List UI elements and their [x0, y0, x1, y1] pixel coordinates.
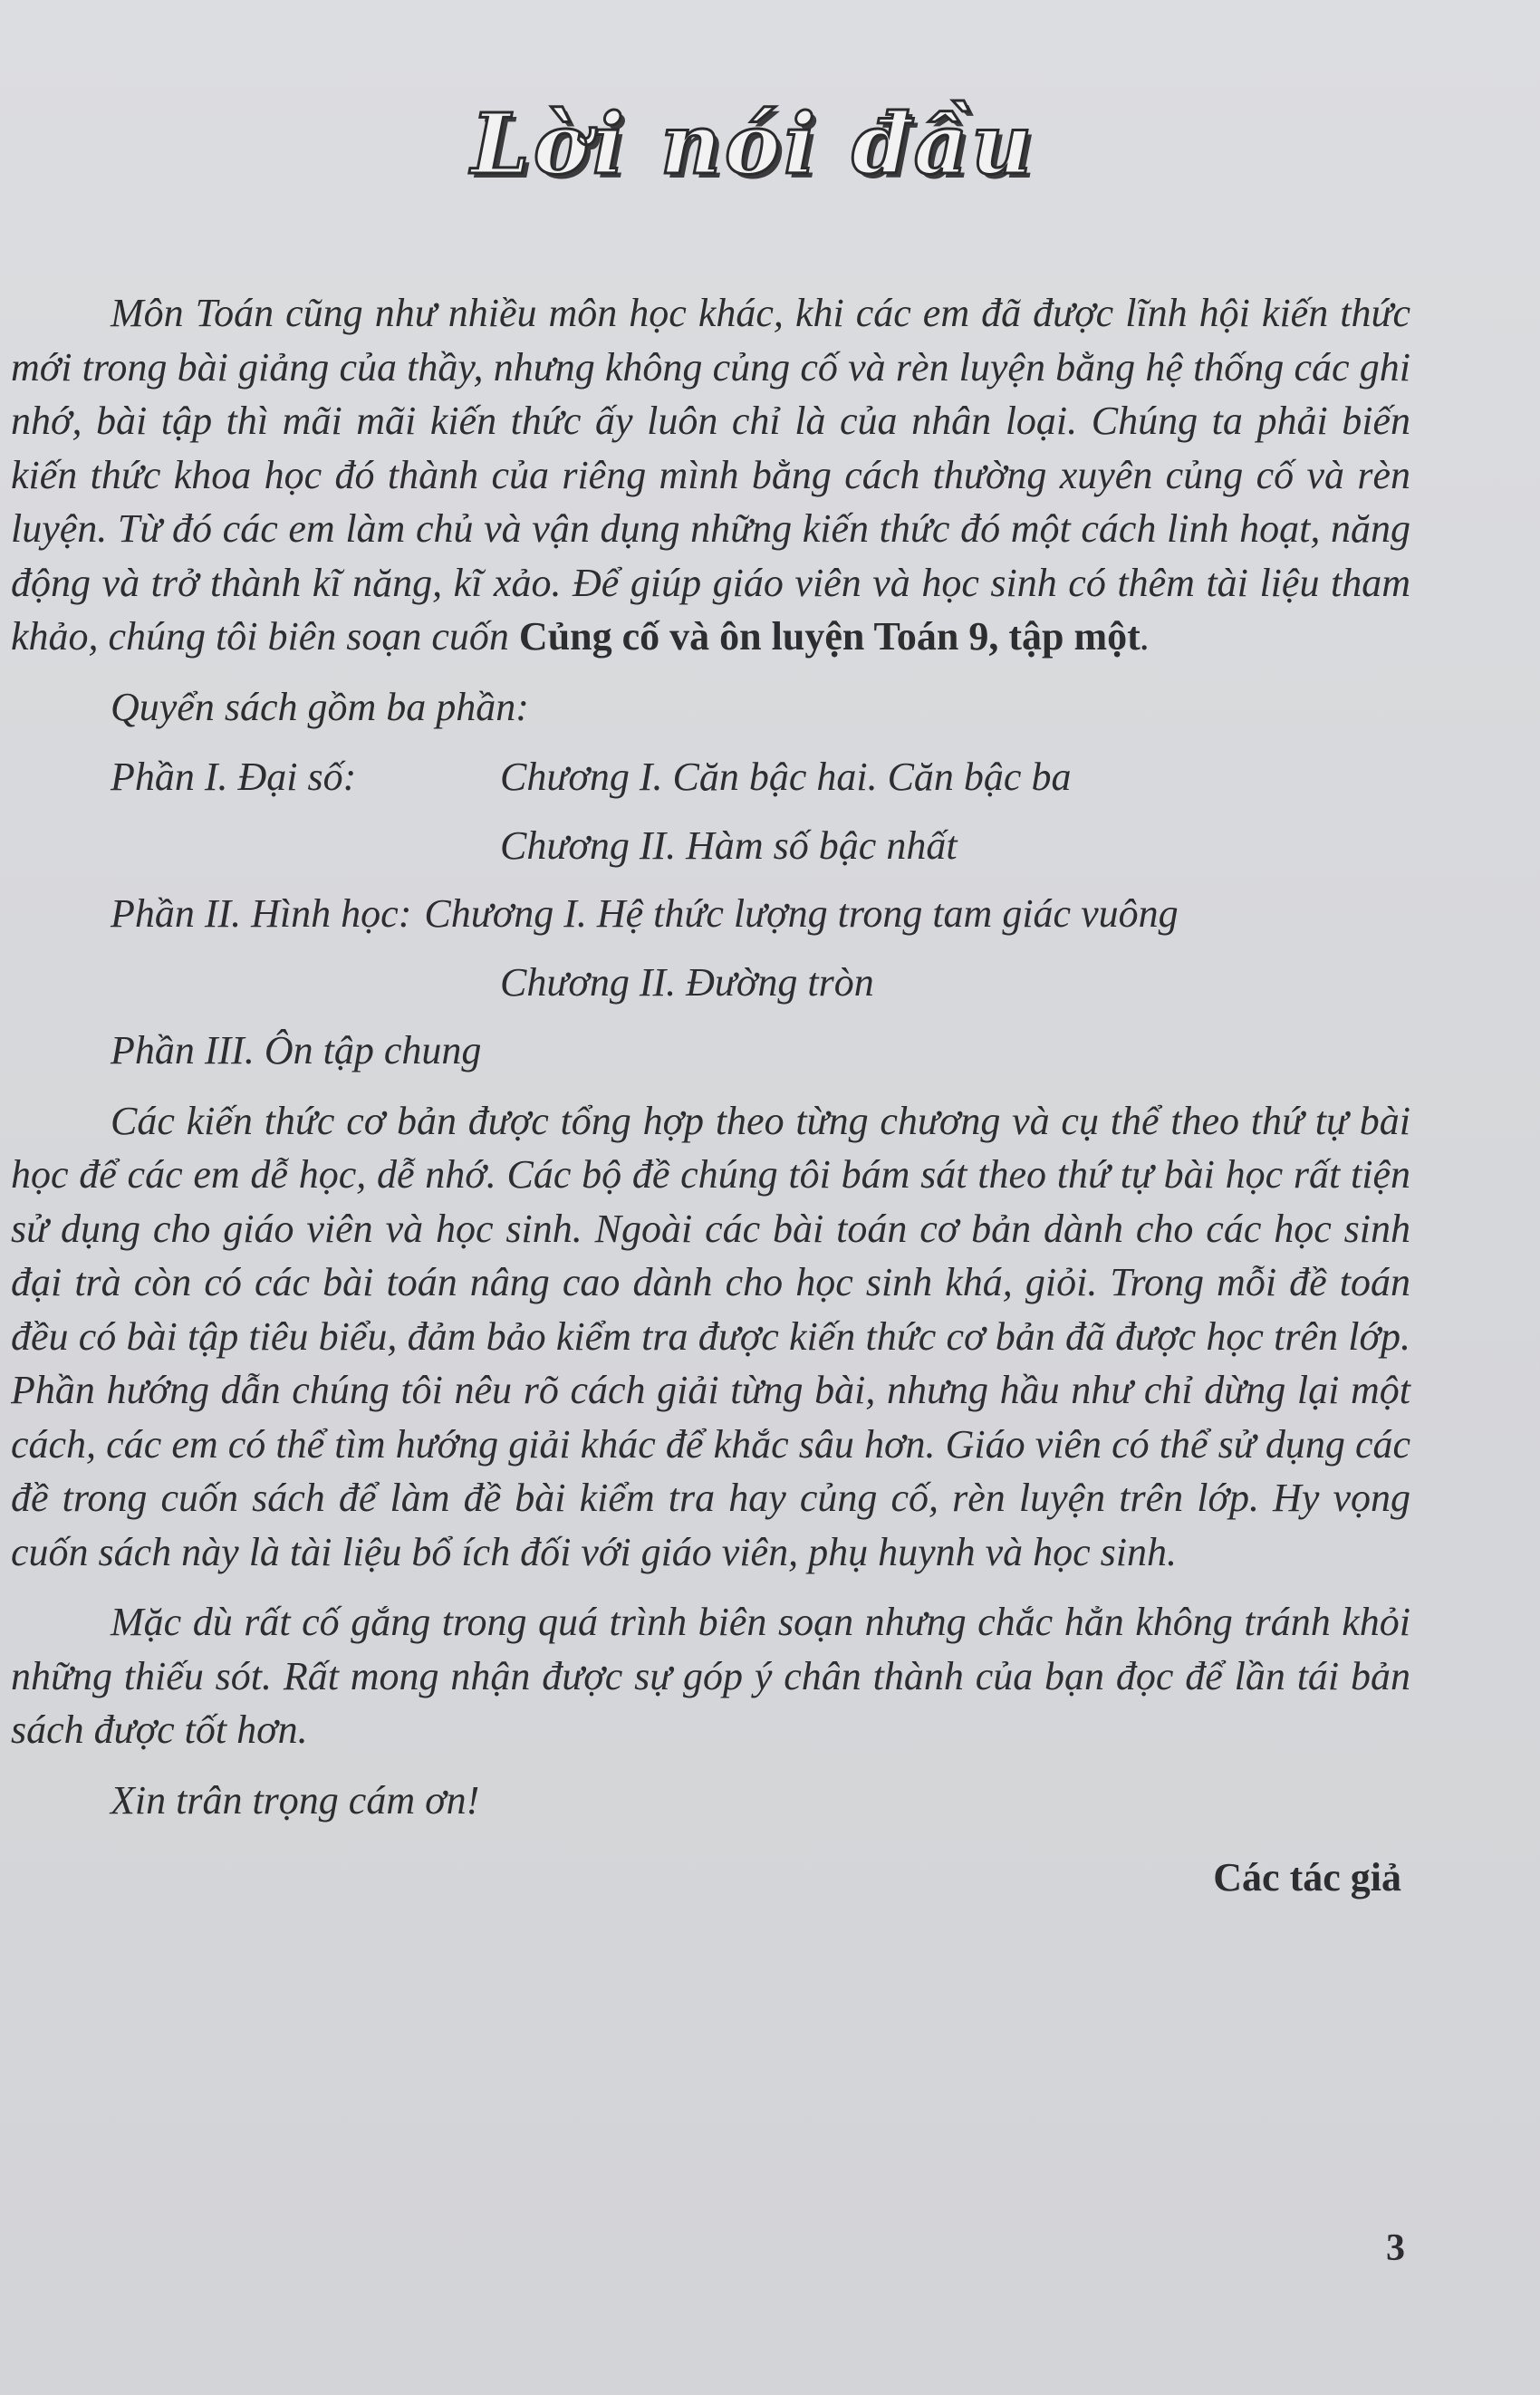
- part-row-2: [11, 887, 1410, 941]
- part-1-chapter-1: Chương I. Căn bậc hai. Căn bậc ba: [500, 755, 1072, 799]
- part-row-1b: [11, 819, 1410, 873]
- page-number: 3: [1386, 2227, 1405, 2269]
- part-row-1: [11, 750, 1410, 804]
- signature: Các tác giả: [1213, 1855, 1401, 1900]
- page-content: [11, 286, 1410, 1905]
- intro-paragraph: [11, 286, 1410, 664]
- closing-paragraph: Mặc dù rất cố gắng trong quá trình biên soạn nhưng chắc hẳn không tránh khỏi những thiếu sót. Rất mong nhận được sự góp ý chân thành của bạn đọc để lần tái bản sách được tốt hơn.: [11, 1600, 1410, 1752]
- part-label-1: Phần I. Đại số:: [111, 755, 357, 799]
- part-label-spacer: [11, 819, 500, 873]
- intro-text-after: .: [1140, 614, 1150, 659]
- part-label-3: Phần III. Ôn tập chung: [111, 1028, 482, 1072]
- parts-intro: Quyển sách gồm ba phần:: [111, 684, 529, 729]
- page-title: Lời nói đầu: [471, 95, 1036, 193]
- part-2-chapter-1: Chương I. Hệ thức lượng trong tam giác vuông: [424, 891, 1179, 936]
- body-paragraph: Các kiến thức cơ bản được tổng hợp theo từng chương và cụ thể theo thứ tự bài học để các em dễ học, dễ nhớ. Các bộ đề chúng tôi bám sát theo thứ tự bài học rất tiện sử dụng cho giáo viên và học sinh. Ngoài các bài toán cơ bản dành cho các học sinh đại trà còn có các bài toán nâng cao dành cho học sinh khá, giỏi. Trong mỗi đề toán đều có bài tập tiêu biểu, đảm bảo kiểm tra được kiến thức cơ bản đã được học trên lớp. Phần hướng dẫn chúng tôi nêu rõ cách giải từng bài, nhưng hầu như chỉ dừng lại một cách, các em có thể tìm hướng giải khác để khắc sâu hơn. Giáo viên có thể sử dụng các đề trong cuốn sách để làm đề bài kiểm tra hay củng cố, rèn luyện trên lớp. Hy vọng cuốn sách này là tài liệu bổ ích đối với giáo viên, phụ huynh và học sinh.: [11, 1098, 1410, 1574]
- part-label-spacer: [11, 956, 500, 1010]
- part-row-2b: [11, 956, 1410, 1010]
- part-1-chapter-2: Chương II. Hàm số bậc nhất: [500, 822, 958, 868]
- part-row-3: [11, 1024, 1410, 1078]
- part-2-chapter-2: Chương II. Đường tròn: [500, 959, 874, 1005]
- thanks-line: Xin trân trọng cám ơn!: [111, 1777, 480, 1823]
- intro-text-before: Môn Toán cũng như nhiều môn học khác, khi các em đã được lĩnh hội kiến thức mới trong bài giảng của thầy, nhưng không củng cố và rèn luyện bằng hệ thống các ghi nhớ, bài tập thì mãi mãi kiến thức ấy luôn chỉ là của nhân loại. Chúng ta phải biến kiến thức khoa học đó thành của riêng mình bằng cách thường xuyên củng cố và rèn luyện. Từ đó các em làm chủ và vận dụng những kiến thức đó một cách linh hoạt, năng động và trở thành kĩ năng, kĩ xảo. Để giúp giáo viên và học sinh có thêm tài liệu tham khảo, chúng tôi biên soạn cuốn: [11, 291, 1410, 659]
- part-label-2: Phần II. Hình học:: [111, 891, 412, 936]
- book-title-reference: Củng cố và ôn luyện Toán 9, tập một: [518, 614, 1141, 659]
